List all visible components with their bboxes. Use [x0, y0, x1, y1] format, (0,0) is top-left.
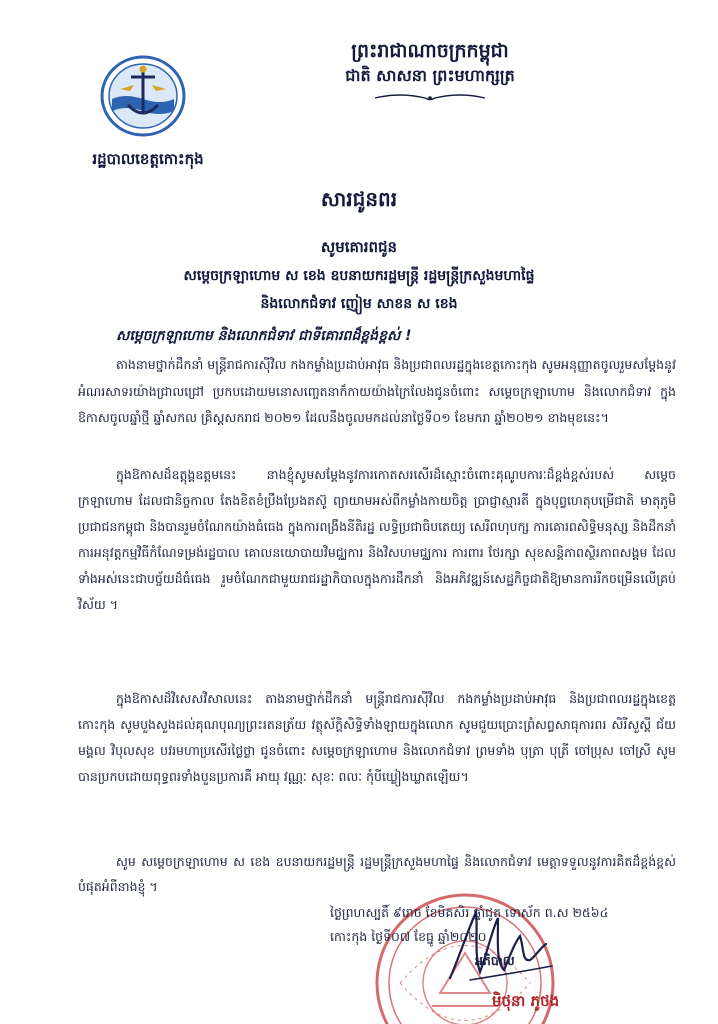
kingdom-header: [280, 38, 580, 107]
handwritten-signature-icon: [440, 900, 560, 990]
signer-name: មិថុនា ភូថង: [492, 992, 560, 1010]
solar-date: កោះកុង ថ្ងៃទី០៧ ខែធ្នូ ឆ្នាំ២០២០: [330, 929, 487, 944]
ornament-divider: [370, 93, 490, 103]
body-paragraph-2: [78, 462, 676, 618]
salutation: សម្តេចក្រឡាហោម និងលោកជំទាវ ជាទីគោរពដ៏ខ្ពង់ខ្ពស់ !: [116, 328, 412, 344]
paragraph-3-text: ក្នុងឱកាសដ៏វិសេសវិសាលនេះ តាងនាមថ្នាក់ដឹកនាំ មន្ត្រីរាជការស៊ីវិល កងកម្លាំងប្រដាប់អាវុធ និងប្រជាពលរដ្ឋក្នុងខេត្តកោះកុង សូមបួងសួងដល់គុណបុណ្យព្រះរតនត្រ័យ វត្ថុស័ក្តិសិទ្ធិទាំងឡាយក្នុងលោក សូមជួយប្រោះព្រំសព្វសាធុការពរ សិរីសួស្តី ជ័យមង្គល វិបុលសុខ បវរមហាប្រសើរថ្លៃថ្លា ជូនចំពោះ សម្តេចក្រឡាហោម និងលោកជំទាវ ព្រមទាំង បុត្រា បុត្រី ចៅប្រុស ចៅស្រី សូមបានប្រកបដោយពុទ្ធពរទាំងបួនប្រការគឺ អាយុ វណ្ណៈ សុខៈ ពលៈ កុំបីឃ្លៀងឃ្លាតឡើយ។: [78, 691, 676, 784]
addressee-line-1: សូមគោរពជូន: [320, 238, 398, 256]
body-paragraph-1: [78, 352, 676, 432]
addressee-line-3: និងលោកជំទាវ ញៀម សាខន ស ខេង: [260, 296, 458, 312]
kingdom-line-1: ព្រះរាជាណាចក្រកម្ពុជា: [351, 40, 509, 62]
signer-title: អភិបាល: [475, 953, 515, 968]
addressee-line-2: សម្តេចក្រឡាហោម ស ខេង ឧបនាយករដ្ឋមន្ត្រី រដ្ឋមន្ត្រីក្រសួងមហាផ្ទៃ: [183, 268, 535, 284]
paragraph-2-text: ក្នុងឱកាសដ៏ឧត្តុង្គឧត្តមនេះ នាងខ្ញុំសូមសម្តែងនូវការកោតសរសើរដ៏ស្មោះចំពោះគុណូបការៈដ៏ខ្ពង់ខ្ពស់របស់ សម្តេចក្រឡាហោម ដែលជានិច្ចកាល តែងខិតខំប្រឹងប្រែងតស៊ូ ព្យាយាមអស់ពីកម្លាំងកាយចិត្ត ប្រាជ្ញាស្មារតី ក្នុងបុព្វហេតុបម្រើជាតិ មាតុភូមិ ប្រជាជនកម្ពុជា និងបានរួមចំណែកយ៉ាងធំធេង ក្នុងការពង្រឹងនីតិរដ្ឋ លទ្ធិប្រជាធិបតេយ្យ សេរីពហុបក្ស ការគោរពសិទ្ធិមនុស្ស និងដឹកនាំការអនុវត្តកម្មវិធីកំណែទម្រង់រដ្ឋបាល គោលនយោបាយវិមជ្ឈការ និងវិសហមជ្ឈការ ការពារ ថែរក្សា សុខសន្តិភាពស្ថិរភាពសង្គម ដែលទាំងអស់នេះជាបច្ច័យដ៏ធំធេង រួមចំណែកជាមួយរាជរដ្ឋាភិបាលក្នុងការដឹកនាំ និងអភិវឌ្ឍន៍សេដ្ឋកិច្ចជាតិឱ្យមានការរីកចម្រើនលើគ្រប់វិស័យ ។: [78, 467, 676, 612]
kingdom-line-2: ជាតិ សាសនា ព្រះមហាក្សត្រ: [345, 66, 515, 85]
provincial-logo-icon: [100, 55, 186, 137]
organization-name: រដ្ឋបាលខេត្តកោះកុង: [92, 150, 204, 168]
body-paragraph-3: [78, 686, 676, 790]
paragraph-1-text: តាងនាមថ្នាក់ដឹកនាំ មន្ត្រីរាជការស៊ីវិល កងកម្លាំងប្រដាប់អាវុធ និងប្រជាពលរដ្ឋក្នុងខេត្តកោះកុង សូមអនុញ្ញាតចូលរួមសម្តែងនូវអំណរសាទរយ៉ាងជ្រាលជ្រៅ ប្រកបដោយមនោសញ្ចេតនាក៏កាយយ៉ាងក្រៃលែងជូនចំពោះ សម្តេចក្រឡាហោម និងលោកជំទាវ ក្នុងឱកាសចូលឆ្នាំថ្មី ឆ្នាំសកល គ្រិស្តសករាជ ២០២១ ដែលនឹងចូលមកដល់នាថ្ងៃទី០១ ខែមករា ឆ្នាំ២០២១ ខាងមុខនេះ។: [78, 357, 676, 425]
document-title: សារជូនពរ: [320, 187, 398, 211]
lunar-date: ថ្ងៃព្រហស្បតិ៍ ៩រោច ខែមិគសិរ ឆ្នាំជូត ទោស័ក ព.ស ២៥៦៤: [330, 905, 609, 920]
paragraph-4-text: សូម សម្តេចក្រឡាហោម ស ខេង ឧបនាយករដ្ឋមន្ត្រី រដ្ឋមន្ត្រីក្រសួងមហាផ្ទៃ និងលោកជំទាវ មេត្តាទទួលនូវការគិតដ៏ខ្ពង់ខ្ពស់បំផុតអំពីនាងខ្ញុំ ។: [78, 854, 676, 894]
